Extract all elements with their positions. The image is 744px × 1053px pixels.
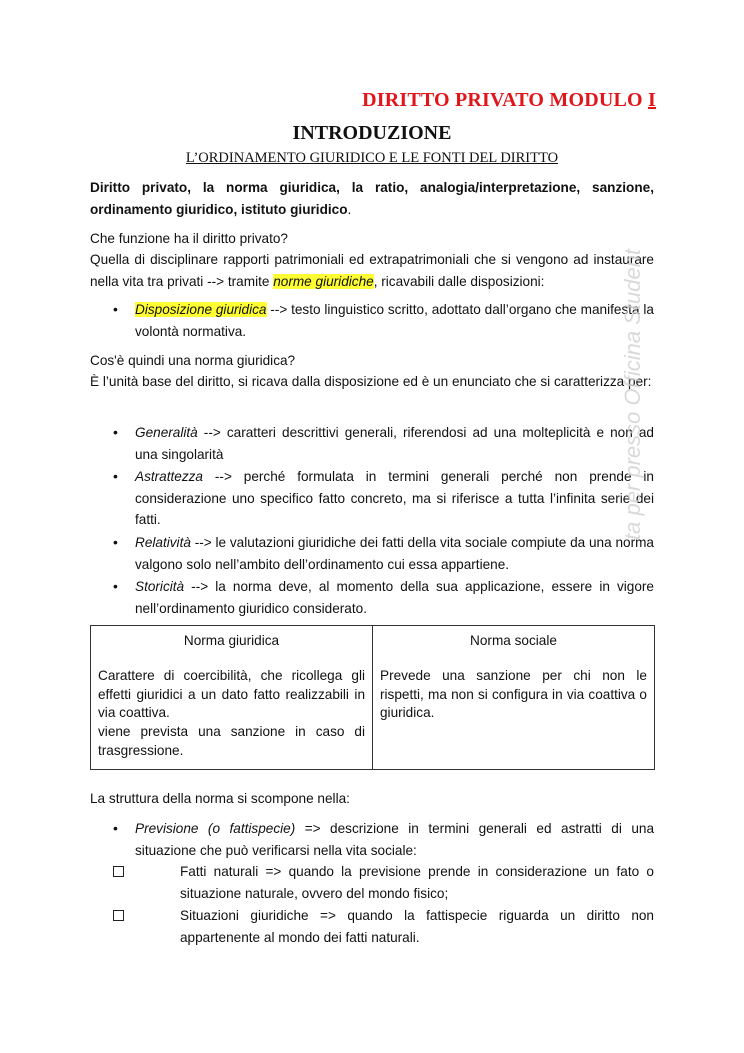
structure-text: => descrizione in termini generali ed astratti di una situazione che può verificarsi nella vita sociale: (135, 821, 654, 858)
comparison-table (90, 625, 655, 770)
list-item (90, 818, 654, 949)
module-title-main: DIRITTO PRIVATO MODULO (362, 89, 649, 111)
char-text: --> la norma deve, al momento della sua applicazione, essere in vigore nell’ordinamento giuridico considerato. (135, 579, 654, 616)
module-title-numeral: I (648, 89, 656, 111)
keywords-text: Diritto privato, la norma giuridica, la ratio, analogia/interpretazione, sanzione, ordinamento giuridico, istituto giuridico (90, 180, 654, 217)
char-term: Generalità (135, 425, 198, 440)
list-item (90, 466, 654, 531)
subitem-text: Situazioni giuridiche => quando la fattispecie riguarda un diritto non appartenente al mondo dei fatti naturali. (180, 908, 654, 945)
characteristics-list (90, 422, 654, 620)
section-title: INTRODUZIONE (292, 122, 452, 144)
structure-term: Previsione (o fattispecie) (135, 821, 296, 836)
structure-sublist (135, 861, 654, 948)
char-text: --> le valutazioni giuridiche dei fatti della vita sociale compiute da una norma valgono solo nell’ambito dell’ordinamento cui essa appartiene. (135, 534, 654, 572)
table-text-norma-sociale: Prevede una sanzione per chi non le rispetti, ma non si configura in via coattiva o giuridica. (380, 667, 647, 721)
list-item (90, 532, 654, 575)
list-disposizione (90, 299, 654, 343)
list-item (90, 299, 654, 342)
table-header-norma-giuridica: Norma giuridica (183, 633, 280, 648)
char-term: Astrattezza (135, 469, 203, 485)
table-header-norma-sociale: Norma sociale (470, 633, 557, 648)
list-item (90, 576, 654, 619)
keywords-paragraph (90, 177, 654, 220)
checkbox-square-icon (113, 866, 124, 877)
question-function: Che funzione ha il diritto privato? (90, 231, 288, 246)
structure-list (90, 818, 654, 950)
answer-function (90, 249, 654, 292)
char-term: Relatività (135, 534, 191, 550)
keywords-period: . (347, 201, 352, 217)
list-item (90, 422, 654, 465)
section-subtitle: L’ORDINAMENTO GIURIDICO E LE FONTI DEL DIRITTO (185, 150, 559, 166)
disposizione-text: --> testo linguistico scritto, adottato dall’organo che manifesta la volontà normativa. (135, 302, 654, 339)
char-text: --> perché formulata in termini generali perché non prende in considerazione uno specifico fatto concreto, ma si riferisce a tutta l’infinita serie dei fatti. (135, 469, 654, 528)
table-cell-norma-giuridica (91, 626, 373, 770)
answer-function-after: , ricavabili dalle disposizioni: (373, 273, 545, 289)
table-cell-norma-sociale (373, 626, 655, 770)
answer-norma: È l’unità base del diritto, si ricava dalla disposizione ed è un enunciato che si caratterizza per: (90, 374, 652, 389)
highlight-disposizione-giuridica: Disposizione giuridica (135, 302, 267, 317)
sublist-item (135, 861, 654, 904)
subitem-text: Fatti naturali => quando la previsione prende in considerazione un fato o situazione naturale, ovvero del mondo fisico; (180, 864, 654, 901)
table-text-norma-giuridica: Carattere di coercibilità, che ricollega gli effetti giuridici a un dato fatto realizzabili in via coattiva. (98, 667, 365, 721)
answer-function-before: Quella di disciplinare rapporti patrimoniali ed extrapatrimoniali che si vengono ad instaurare nella vita tra privati --> tramite (90, 252, 654, 289)
module-title (362, 89, 656, 112)
structure-intro: La struttura della norma si scompone nella: (90, 791, 350, 806)
table-text-sanzione: viene prevista una sanzione in caso di trasgressione. (98, 724, 365, 758)
watermark: ta per presso Officina Student (620, 248, 645, 540)
sublist-item (135, 905, 654, 948)
char-text: --> caratteri descrittivi generali, riferendosi ad una molteplicità e non ad una singolarità (135, 425, 654, 462)
char-term: Storicità (135, 579, 185, 595)
highlight-norme-giuridiche: norme giuridiche (273, 273, 374, 289)
question-norma: Cos'è quindi una norma giuridica? (90, 353, 296, 368)
checkbox-square-icon (113, 910, 124, 921)
